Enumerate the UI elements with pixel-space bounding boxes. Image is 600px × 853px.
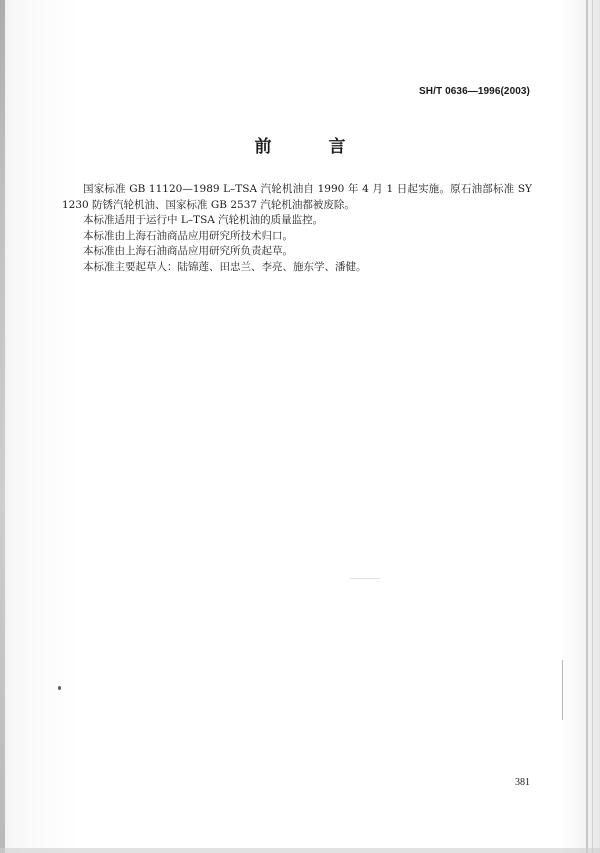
paragraph-5: 本标准主要起草人：陆锦莲、田忠兰、李亮、施东学、潘健。	[83, 260, 367, 273]
scan-line	[562, 660, 563, 720]
paragraph-3: 本标准由上海石油商品应用研究所技术归口。	[83, 229, 293, 242]
scan-edge-left	[0, 0, 5, 853]
scan-edge-right	[586, 0, 588, 853]
foreword-body	[62, 182, 532, 276]
page-title: 前 言	[254, 137, 366, 157]
scan-edge-right-secondary	[592, 0, 593, 853]
scan-speck	[58, 686, 61, 690]
paragraph-2: 本标准适用于运行中 L–TSA 汽轮机油的质量监控。	[83, 214, 324, 227]
paragraph-4: 本标准由上海石油商品应用研究所负责起草。	[83, 245, 293, 258]
scan-edge-bottom	[0, 848, 600, 853]
page-number: 381	[515, 777, 530, 788]
paragraph-1: 国家标准 GB 11120—1989 L–TSA 汽轮机油自 1990 年 4 月 1 日起实施。原石油部标准 SY 1230 防锈汽轮机油、国家标准 GB 2537 汽轮机油都被废除。	[62, 183, 532, 211]
standard-code: SH/T 0636—1996(2003)	[419, 86, 530, 97]
scan-smudge	[350, 578, 380, 579]
